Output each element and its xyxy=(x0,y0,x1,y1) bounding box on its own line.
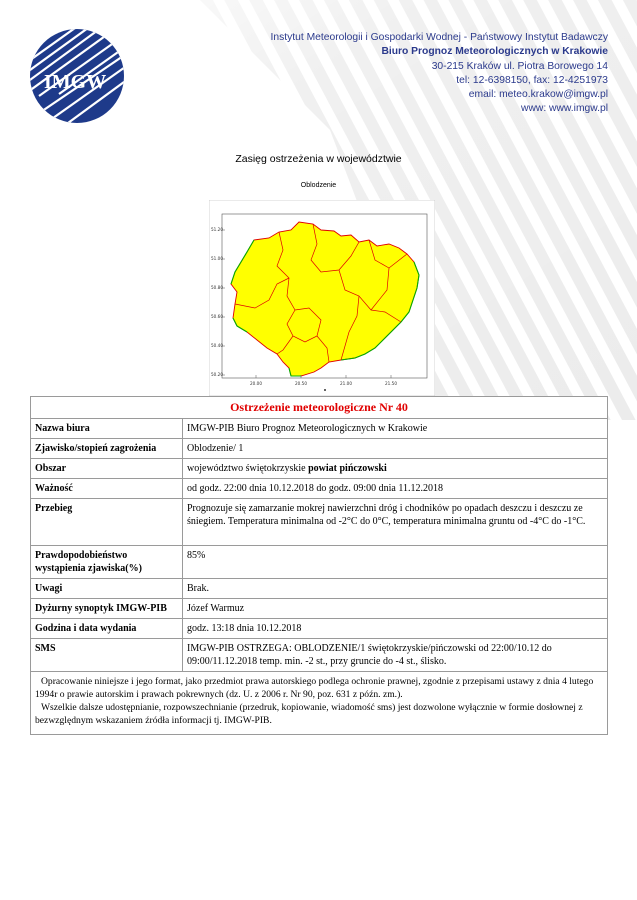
row-label: Nazwa biura xyxy=(31,419,183,439)
row-label: Godzina i data wydania xyxy=(31,619,183,639)
table-row xyxy=(31,619,608,639)
row-value: Prognozuje się zamarzanie mokrej nawierzchni dróg i chodników po opadach deszczu i deszczu ze śniegiem. Temperatura minimalna od -2°C do 0°C, temperatura minimalna gruntu od -4°C do -1°C. xyxy=(183,499,608,546)
warning-table xyxy=(30,396,608,735)
table-row xyxy=(31,499,608,546)
office-website[interactable]: www: www.imgw.pl xyxy=(521,103,608,115)
office-address: 30-215 Kraków ul. Piotra Borowego 14 xyxy=(431,60,608,72)
y-tick: 50.40 xyxy=(211,343,223,348)
map-caption: Zasięg ostrzeżenia w województwie xyxy=(235,153,402,165)
table-row xyxy=(31,546,608,579)
table-row xyxy=(31,579,608,599)
y-tick: 51.00 xyxy=(211,256,223,261)
y-tick: 51.20 xyxy=(211,227,223,232)
office-phone: tel: 12-6398150, fax: 12-4251973 xyxy=(456,74,608,86)
copyright-paragraph: Opracowanie niniejsze i jego format, jako przedmiot prawa autorskiego podlega ochronie prawnej, zgodnie z przepisami ustawy z dnia 4 lutego 1994r o prawie autorskim i prawach pokrewnych (dz. U. z 2006 r. Nr 90, poz. 631 z późn. zm.). xyxy=(35,676,594,700)
row-label: Obszar xyxy=(31,459,183,479)
row-value: Oblodzenie/ 1 xyxy=(183,439,608,459)
y-tick: 50.80 xyxy=(211,285,223,290)
table-row xyxy=(31,479,608,499)
row-label: Zjawisko/stopień zagrożenia xyxy=(31,439,183,459)
row-label: Dyżurny synoptyk IMGW-PIB xyxy=(31,599,183,619)
table-row xyxy=(31,599,608,619)
table-row xyxy=(31,439,608,459)
row-label: Ważność xyxy=(31,479,183,499)
table-row xyxy=(31,419,608,439)
imgw-logo xyxy=(29,28,125,124)
institute-header xyxy=(271,31,608,117)
row-label: Przebieg xyxy=(31,499,183,546)
row-value xyxy=(183,459,608,479)
row-label: Prawdopodobieństwo wystąpienia zjawiska(%) xyxy=(31,546,183,579)
row-value: IMGW-PIB Biuro Prognoz Meteorologicznych w Krakowie xyxy=(183,419,608,439)
table-row xyxy=(31,639,608,672)
row-value: godz. 13:18 dnia 10.12.2018 xyxy=(183,619,608,639)
office-name: Biuro Prognoz Meteorologicznych w Krakowie xyxy=(381,46,608,58)
area-voivodeship: województwo świętokrzyskie xyxy=(187,463,309,474)
x-tick: 21.50 xyxy=(385,381,397,386)
row-value: od godz. 22:00 dnia 10.12.2018 do godz. 09:00 dnia 11.12.2018 xyxy=(183,479,608,499)
institute-name: Instytut Meteorologii i Gospodarki Wodnej - Państwowy Instytut Badawczy xyxy=(270,32,608,43)
x-tick: 20.00 xyxy=(250,381,262,386)
copyright-notice xyxy=(31,672,608,735)
office-email[interactable]: email: meteo.krakow@imgw.pl xyxy=(468,89,608,101)
row-value: Brak. xyxy=(183,579,608,599)
redistribution-paragraph: Wszelkie dalsze udostępnianie, rozpowszechnianie (przedruk, kopiowanie, wiadomość sms) jest dozwolone wyłącznie w formie dosłownej z bezwzględnym wskazaniem źródła informacji tj. IMGW-PIB. xyxy=(35,702,583,726)
map-title: Oblodzenie xyxy=(300,182,337,189)
row-value: IMGW-PIB OSTRZEGA: OBLODZENIE/1 świętokrzyskie/pińczowski od 22:00/10.12 do 09:00/11.12.2018 temp. min. -2 st., przy gruncie do -4 st., ślisko. xyxy=(183,639,608,672)
x-tick: 21.00 xyxy=(340,381,352,386)
warning-map xyxy=(209,200,435,396)
warning-title: Ostrzeżenie meteorologiczne Nr 40 xyxy=(31,397,608,419)
x-tick: 20.50 xyxy=(295,381,307,386)
table-row xyxy=(31,459,608,479)
area-county: powiat pińczowski xyxy=(308,463,387,474)
row-label: Uwagi xyxy=(31,579,183,599)
row-label: SMS xyxy=(31,639,183,672)
y-tick: 50.20 xyxy=(211,372,223,377)
row-value: Józef Warmuz xyxy=(183,599,608,619)
y-tick: 50.60 xyxy=(211,314,223,319)
row-value: 85% xyxy=(183,546,608,579)
logo-text: IMGW xyxy=(44,71,107,93)
